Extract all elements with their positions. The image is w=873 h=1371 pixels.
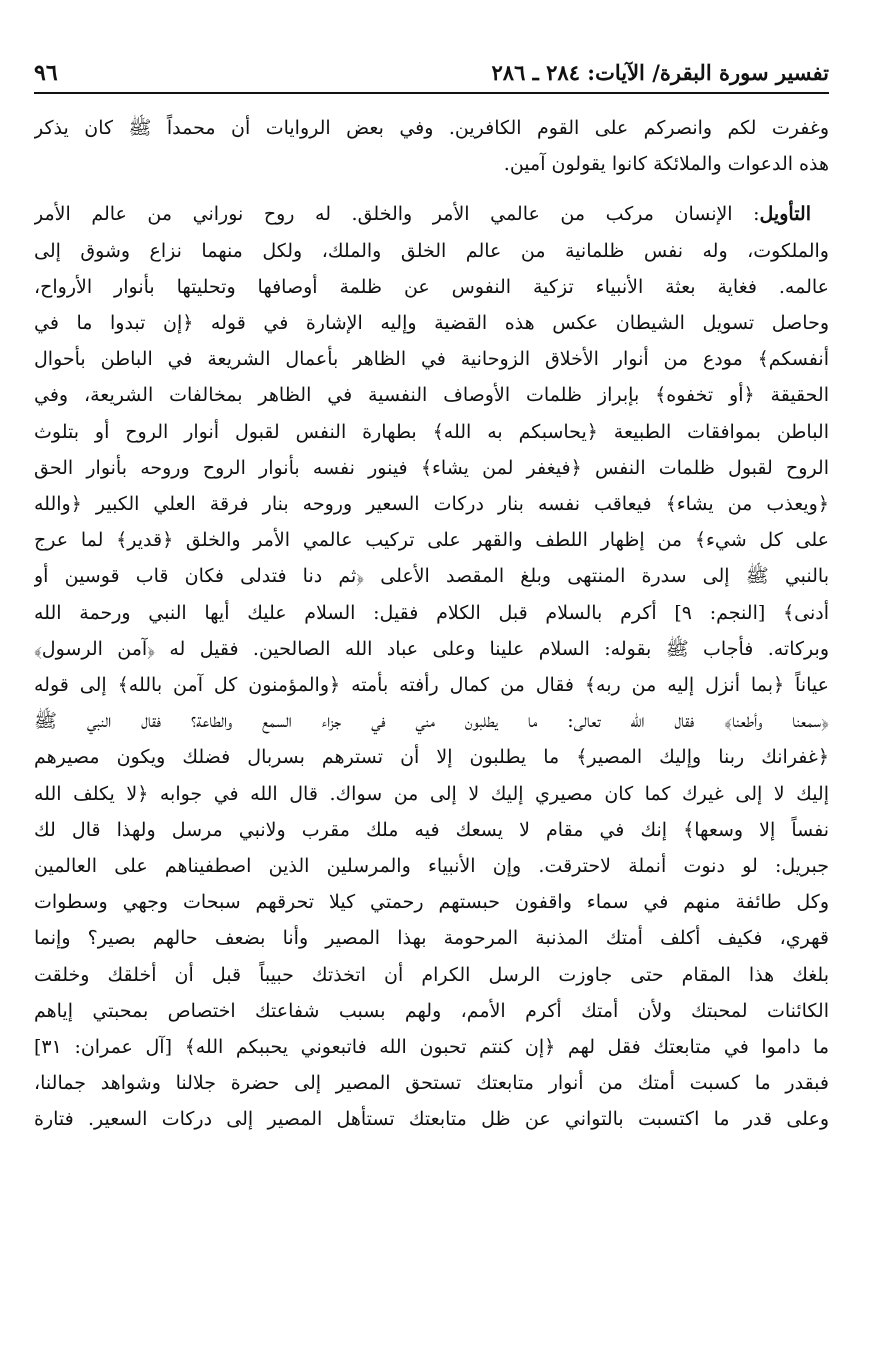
text-line: إليك لا إلى غيرك كما كان مصيري إليك لا إلى من سواك. قال الله في جوابه ﴿لا يكلف الله <box>34 782 829 805</box>
text-line <box>34 196 829 232</box>
text-line: نفساً إلا وسعها﴾ إنك في مقام لا يسعك فيه ملك مقرب ولانبي مرسل ولهذا قال لك <box>34 818 829 841</box>
text-line: عياناً ﴿بما أنزل إليه من ربه﴾ فقال من كمال رأفته بأمته ﴿والمؤمنون كل آمن بالله﴾ إلى قوله <box>34 674 829 697</box>
text-line: وغفرت لكم وانصركم على القوم الكافرين. وفي بعض الروايات أن محمداً ﷺ كان يذكر <box>34 117 829 139</box>
section-lead: التأويل <box>759 203 811 226</box>
text-line: وعلى قدر ما اكتسبت بالتواني عن ظل متابعتك تستأهل المصير إلى دركات السعير. فتارة <box>34 1108 829 1131</box>
text-line: ﴿ويعذب من يشاء﴾ فيعاقب نفسه بنار دركات السعير وروحه بنار فرقة العلي الكبير ﴿والله <box>34 493 829 516</box>
text-line: الروح لقبول ظلمات النفس ﴿فيغفر لمن يشاء﴾ فينور نفسه بأنوار الروح وروحه بأنوار الحق <box>34 456 829 479</box>
text-line: أدنى﴾ [النجم: ٩] أكرم بالسلام قبل الكلام فقيل: السلام عليك أيها النبي ورحمة الله <box>34 601 829 624</box>
text-line: الحقيقة ﴿أو تخفوه﴾ بإبراز ظلمات الأوصاف النفسية في الظاهر بمخالفات الشريعة، وفي <box>34 384 829 407</box>
paragraph-spacer <box>34 182 829 196</box>
text-line: وحاصل تسويل الشيطان عكس هذه القضية وإليه الإشارة في قوله ﴿إن تبدوا ما في <box>34 312 829 335</box>
running-title: تفسير سورة البقرة/ الآيات: ٢٨٤ ـ ٢٨٦ <box>491 60 829 85</box>
text-line: فبقدر ما كسبت أمتك من أنوار متابعتك تستحق المصير إلى حضرة جلالنا وشواهد جمالنا، <box>34 1072 829 1095</box>
text-line: أنفسكم﴾ مودع من أنوار الأخلاق الزوحانية في الظاهر بأعمال الشريعة في الباطن بأحوال <box>34 348 829 371</box>
text-line: ﴿غفرانك ربنا وإليك المصير﴾ ما يطلبون إلا أن تسترهم بسربال فضلك ويكون مصيرهم <box>34 746 829 769</box>
text-line: وبركاته. فأجاب ﷺ بقوله: السلام علينا وعلى عباد الله الصالحين. فقيل له ﴿آمن الرسول﴾ <box>34 637 829 660</box>
page-header <box>34 52 829 94</box>
text-line: جبريل: لو دنوت أنملة لاحترقت. وإن الأنبياء والمرسلين الذين اصطفيناهم على العالمين <box>34 855 829 878</box>
paragraph-intro <box>34 110 829 182</box>
text-line: على كل شيء﴾ من إظهار اللطف والقهر على تركيب عالمي الأمر والخلق ﴿قدير﴾ لما عرج <box>34 529 829 552</box>
text-line: هذه الدعوات والملائكة كانوا يقولون آمين. <box>503 153 829 176</box>
page-number: ٩٦ <box>34 60 58 86</box>
text-line-rest: : الإنسان مركب من عالمي الأمر والخلق. له روح نوراني من عالم الأمر <box>34 203 760 226</box>
text-line: قهري، فكيف أكلف أمتك المذنبة المرحومة بهذا المصير وأنا بضعف حالهم بصير؟ وإنما <box>34 927 829 950</box>
body-text <box>34 110 829 1138</box>
text-line: الكائنات لمحبتك ولأن أمتك أكرم الأمم، ولهم بسبب شفاعتك اختصاص بمحبتي إياهم <box>34 999 829 1022</box>
paragraph-tawil <box>34 196 829 1137</box>
text-line: بلغك هذا المقام حتى جاوزت الرسل الكرام أن اتخذتك حبيباً قبل أن أخلقك وخلقت <box>34 963 829 986</box>
text-line: عالمه. فغاية بعثة الأنبياء تزكية النفوس عن ظلمة أوصافها وتحليتها بأنوار الأرواح، <box>34 275 829 298</box>
text-line: ﴿سمعنا وأطعنا﴾ فقال الله تعالى: ما يطلبون مني في جزاء السمع والطاعة؟ فقال النبي ﷺ <box>34 710 829 733</box>
text-line: وكل طائفة منهم في سماء واقفون حبستهم رحمتي كيلا تحرقهم سبحات وجهي وسطوات <box>34 891 829 914</box>
text-line: بالنبي ﷺ إلى سدرة المنتهى وبلغ المقصد الأعلى ﴿ثم دنا فتدلى فكان قاب قوسين أو <box>34 565 829 588</box>
text-line: الباطن بموافقات الطبيعة ﴿يحاسبكم به الله﴾ بطهارة النفس لقبول أنوار الروح أو بتلوث <box>34 420 829 443</box>
text-line: ما داموا في متابعتك فقل لهم ﴿إن كنتم تحبون الله فاتبعوني يحببكم الله﴾ [آل عمران: ٣١] <box>34 1036 829 1059</box>
text-line: والملكوت، وله نفس ظلمانية من عالم الخلق والملك، ولكل منهما نزاع وشوق إلى <box>34 239 829 262</box>
